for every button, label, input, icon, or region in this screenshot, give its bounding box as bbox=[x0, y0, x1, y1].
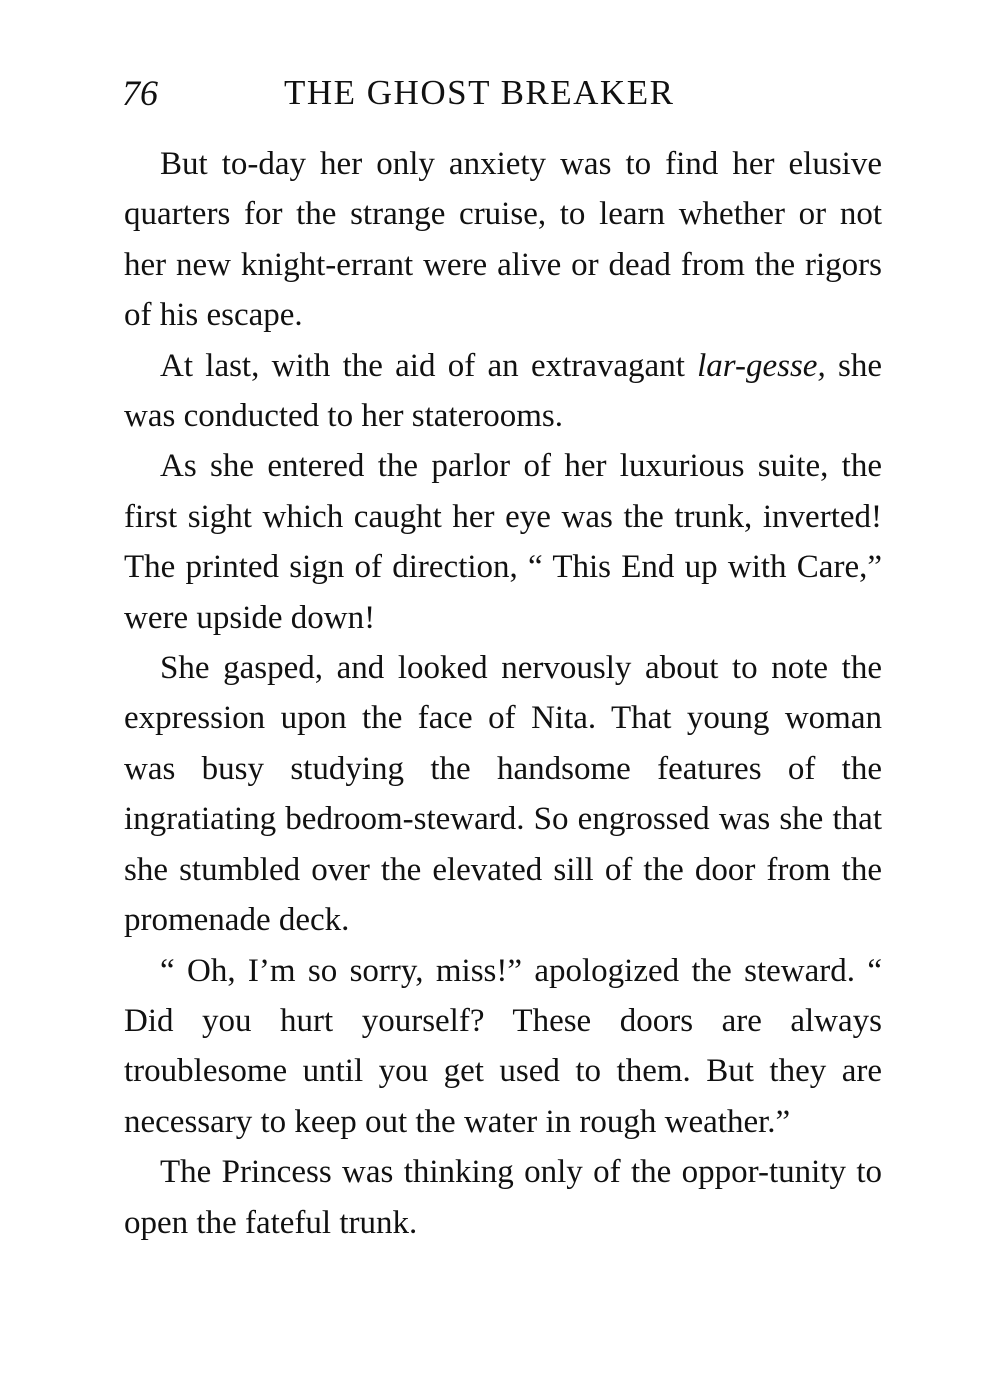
paragraph-2-tail: she was conducted to her staterooms. bbox=[124, 347, 882, 435]
italic-word-largesse: lar-gesse, bbox=[697, 347, 826, 384]
paragraph-3: As she entered the parlor of her luxurious suite, the first sight which caught her eye was the trunk, inverted! The printed sign of direction, “ This End up with Care,” were upside down! bbox=[124, 448, 882, 636]
paragraph-2-lead: At last, with the aid of an extravagant bbox=[160, 347, 698, 384]
paragraph-5: “ Oh, I’m so sorry, miss!” apologized the steward. “ Did you hurt yourself? These doors are always troublesome until you get used to them. But they are necessary to keep out the water in rough weather.” bbox=[124, 952, 882, 1140]
running-title: THE GHOST BREAKER bbox=[284, 73, 675, 112]
paragraph-6: The Princess was thinking only of the oppor-tunity to open the fateful trunk. bbox=[124, 1154, 882, 1241]
paragraph-1: But to-day her only anxiety was to find her elusive quarters for the strange cruise, to learn whether or not her new knight-errant were alive or dead from the rigors of his escape. bbox=[124, 146, 882, 334]
paragraph-4: She gasped, and looked nervously about to note the expression upon the face of Nita. That young woman was busy studying the handsome features of the ingratiating bedroom-steward. So engrossed was she that she stumbled over the elevated sill of the door from the promenade deck. bbox=[124, 650, 882, 939]
page-number: 76 bbox=[122, 73, 158, 113]
page-header bbox=[122, 68, 882, 118]
body-text bbox=[124, 139, 882, 1248]
paragraph-2 bbox=[124, 341, 882, 442]
